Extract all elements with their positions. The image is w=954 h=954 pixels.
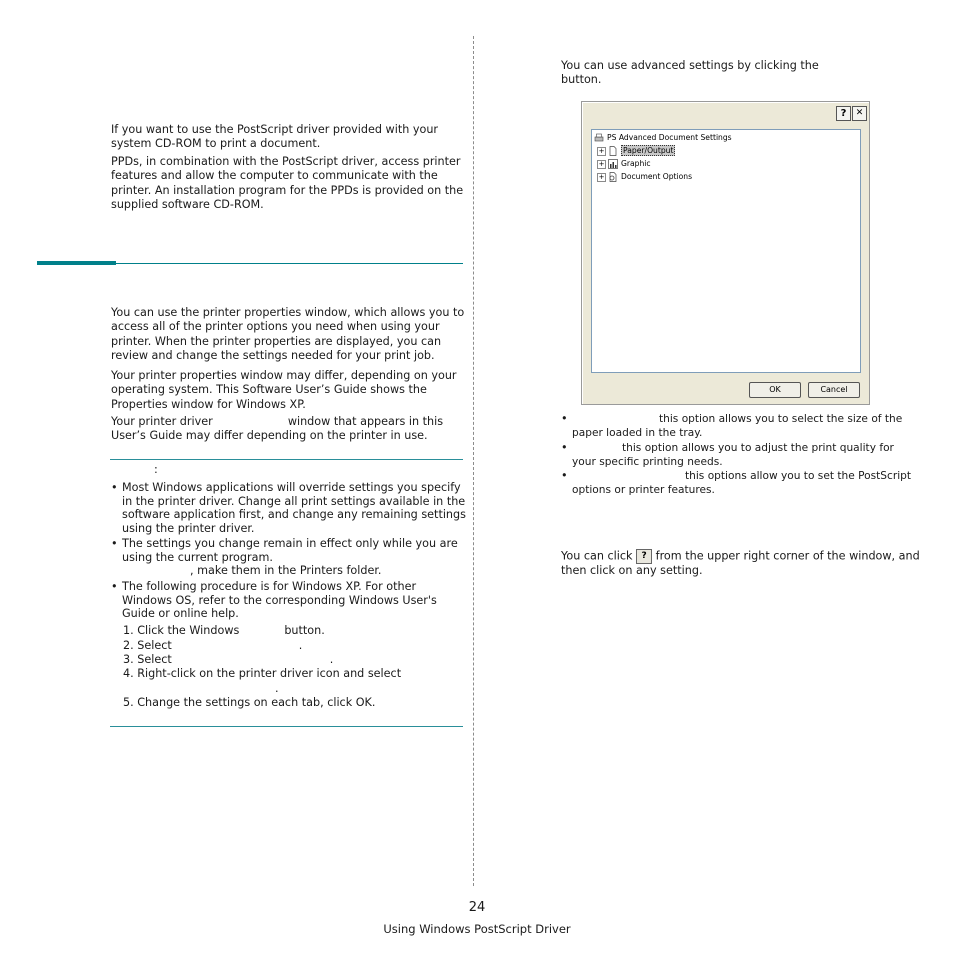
option-2-line2: your specific printing needs. — [572, 456, 723, 468]
note-bullet-3: • — [111, 580, 118, 593]
option-bullet-1: • — [561, 412, 568, 425]
help-hint-line1: You can click ? from the upper right corner of the window, and — [561, 549, 920, 563]
option-3-line1: this options allow you to set the PostScript — [685, 470, 912, 482]
settings-tree[interactable] — [591, 129, 861, 373]
column-divider — [473, 36, 474, 886]
step-4-end: . — [275, 682, 279, 695]
note-item-2: The settings you change remain in effect only while you are using the current program. , make them in the Printers folder. — [122, 537, 458, 578]
section-accent-bar — [37, 261, 116, 265]
document-options-icon — [608, 172, 618, 182]
note-top-rule — [110, 459, 463, 460]
help-title-button[interactable]: ? — [836, 106, 851, 121]
properties-paragraph: You can use the printer properties window, which allows you to access all of the printer options you need when using your printer. When the printer properties are displayed, you can review and change the settings needed for your print job. — [111, 306, 465, 363]
ppd-paragraph: PPDs, in combination with the PostScript driver, access printer features and allow the computer to communicate with the printer. An installation program for the PPDs is provided on the supplied software CD-ROM. — [111, 155, 464, 212]
help-hint-line2: then click on any setting. — [561, 564, 703, 577]
driver-paragraph-line2: User’s Guide may differ depending on the printer in use. — [111, 429, 428, 442]
step-1: 1. Click the Windows button. — [123, 624, 325, 637]
section-rule — [116, 263, 463, 264]
page-number: 24 — [468, 900, 486, 915]
tree-root[interactable]: PS Advanced Document Settings — [594, 133, 732, 143]
tree-item-paper-output[interactable]: + Paper/Output — [598, 146, 674, 155]
paper-icon — [608, 146, 618, 156]
intro-paragraph: If you want to use the PostScript driver provided with your system CD-ROM to print a document. — [111, 123, 439, 151]
option-bullet-3: • — [561, 469, 568, 482]
graphic-icon — [608, 159, 618, 169]
close-title-button[interactable]: ✕ — [852, 106, 867, 121]
advanced-options-dialog — [581, 101, 870, 405]
option-3-line2: options or printer features. — [572, 484, 715, 496]
step-4: 4. Right-click on the printer driver icon and select — [123, 667, 402, 680]
tree-item-graphic[interactable]: + Graphic — [598, 159, 651, 168]
step-5: 5. Change the settings on each tab, click OK. — [123, 696, 376, 709]
note-item-3: The following procedure is for Windows XP. For other Windows OS, refer to the corresponding Windows User's Guide or online help. — [122, 580, 437, 621]
note-item-1: Most Windows applications will override settings you specify in the printer driver. Change all print settings available in the software application first, and change any remaining settings using the printer driver. — [122, 481, 466, 535]
note-bullet-2: • — [111, 537, 118, 550]
driver-paragraph-line1: Your printer driver window that appears in this — [111, 415, 444, 428]
advanced-paragraph: You can use advanced settings by clicking the button. — [561, 59, 819, 87]
printer-icon — [594, 133, 604, 143]
option-1-line1: this option allows you to select the size of the — [659, 413, 903, 425]
step-3: 3. Select . — [123, 653, 334, 666]
option-bullet-2: • — [561, 441, 568, 454]
expand-icon[interactable]: + — [598, 172, 605, 181]
note-bottom-rule — [110, 726, 463, 727]
note-label: : — [154, 463, 158, 476]
os-paragraph: Your printer properties window may differ, depending on your operating system. This Software User’s Guide shows the Properties window for Windows XP. — [111, 369, 457, 411]
help-icon: ? — [636, 549, 652, 564]
chapter-title: Using Windows PostScript Driver — [383, 922, 571, 936]
step-2: 2. Select . — [123, 639, 303, 652]
note-bullet-1: • — [111, 481, 118, 494]
option-2-line1: this option allows you to adjust the print quality for — [622, 442, 894, 454]
tree-item-document-options[interactable]: + Document Options — [598, 172, 693, 181]
expand-icon[interactable]: + — [598, 159, 605, 168]
cancel-button[interactable]: Cancel — [808, 382, 860, 398]
ok-button[interactable]: OK — [749, 382, 801, 398]
option-1-line2: paper loaded in the tray. — [572, 427, 703, 439]
expand-icon[interactable]: + — [598, 146, 605, 155]
